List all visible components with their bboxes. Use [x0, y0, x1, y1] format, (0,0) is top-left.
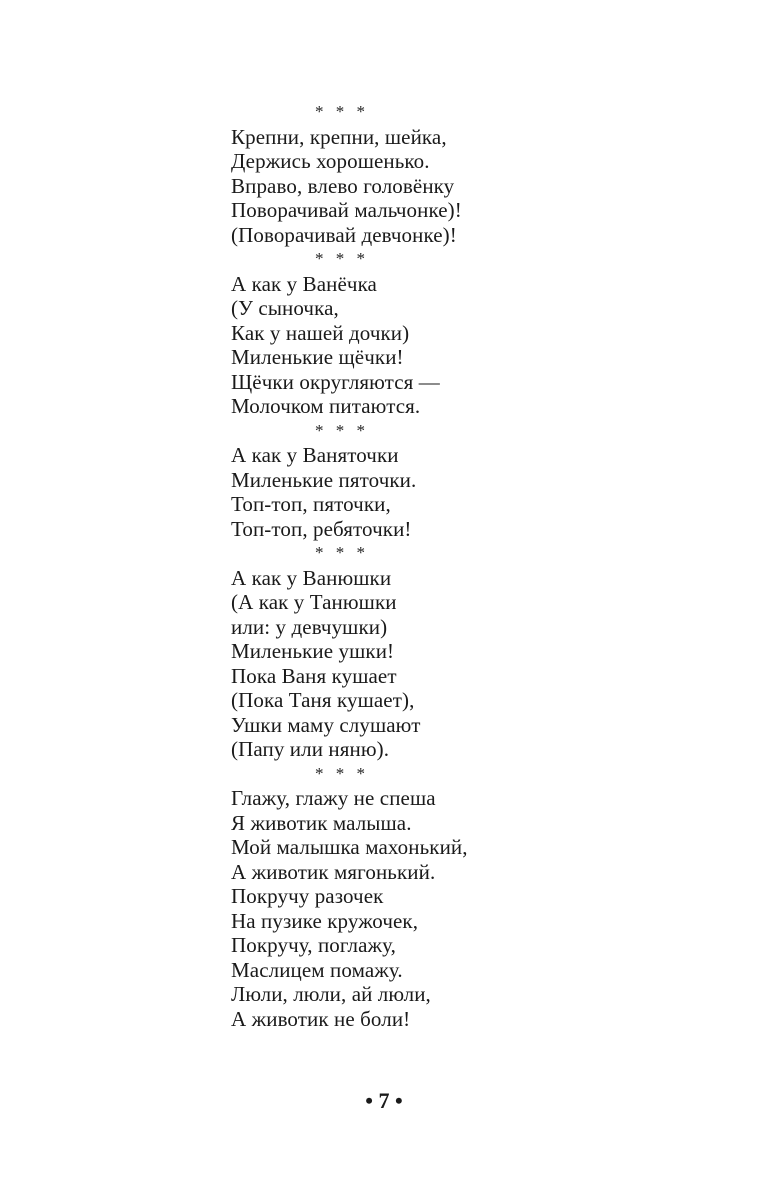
poem-line: Вправо, влево головёнку: [231, 173, 455, 198]
poem-line: Глажу, глажу не спеша: [231, 786, 436, 810]
poem-line: Поворачивай мальчонке)!: [231, 198, 462, 222]
poem-line: Крепни, крепни, шейка,: [231, 124, 447, 149]
page-number: • 7 •: [365, 1088, 403, 1113]
poem-line: Держись хорошенько.: [231, 149, 430, 173]
poem-1: [231, 125, 591, 248]
stanza-separator: * * *: [315, 249, 369, 268]
poem-line: Миленькие щёчки!: [231, 345, 404, 369]
poem-line: А как у Ванёчка: [231, 271, 377, 296]
poem-line: Миленькие ушки!: [231, 639, 395, 663]
poem-line: или: у девчушки): [231, 614, 388, 639]
poem-line: Миленькие пяточки.: [231, 467, 417, 492]
poem-line: Щёчки округляются —: [231, 369, 440, 394]
poem-3: [231, 443, 591, 541]
stanza-separator: * * *: [315, 543, 369, 562]
stanza-separator: * * *: [315, 102, 369, 121]
stanza-separator: * * *: [315, 420, 369, 440]
poem-line: (Пока Таня кушает),: [231, 688, 415, 712]
poem-line: А как у Ваняточки: [231, 443, 399, 467]
poem-line: Маслицем помажу.: [231, 957, 403, 982]
poem-line: А животик не боли!: [231, 1006, 411, 1031]
poem-line: (А как у Танюшки: [231, 590, 397, 614]
poem-line: Ушки маму слушают: [231, 712, 421, 737]
poem-line: Я животик малыша.: [231, 810, 412, 835]
poem-line: Люли, люли, ай люли,: [231, 982, 431, 1006]
poem-line: А как у Ванюшки: [231, 565, 392, 590]
poem-line: Как у нашей дочки): [231, 320, 410, 345]
poem-line: (Поворачивай девчонке)!: [231, 222, 457, 247]
poem-line: Пока Ваня кушает: [231, 663, 397, 688]
poem-line: Молочком питаются.: [231, 394, 421, 418]
poem-line: Мой малышка махонький,: [231, 835, 468, 859]
poem-line: А животик мягонький.: [231, 859, 436, 884]
stanza-separator: * * *: [315, 763, 369, 783]
poem-line: Покручу разочек: [231, 884, 384, 908]
poem-line: Покручу, поглажу,: [231, 933, 396, 957]
poem-line: (Папу или няню).: [231, 737, 390, 761]
poem-5: [231, 786, 591, 1031]
poem-line: Топ-топ, пяточки,: [231, 492, 391, 516]
poem-2: [231, 272, 591, 419]
poem-line: На пузике кружочек,: [231, 908, 419, 933]
poem-4: [231, 566, 591, 762]
poem-line: (У сыночка,: [231, 296, 339, 320]
poem-collection: [231, 100, 591, 1031]
poem-line: Топ-топ, ребяточки!: [231, 516, 412, 541]
